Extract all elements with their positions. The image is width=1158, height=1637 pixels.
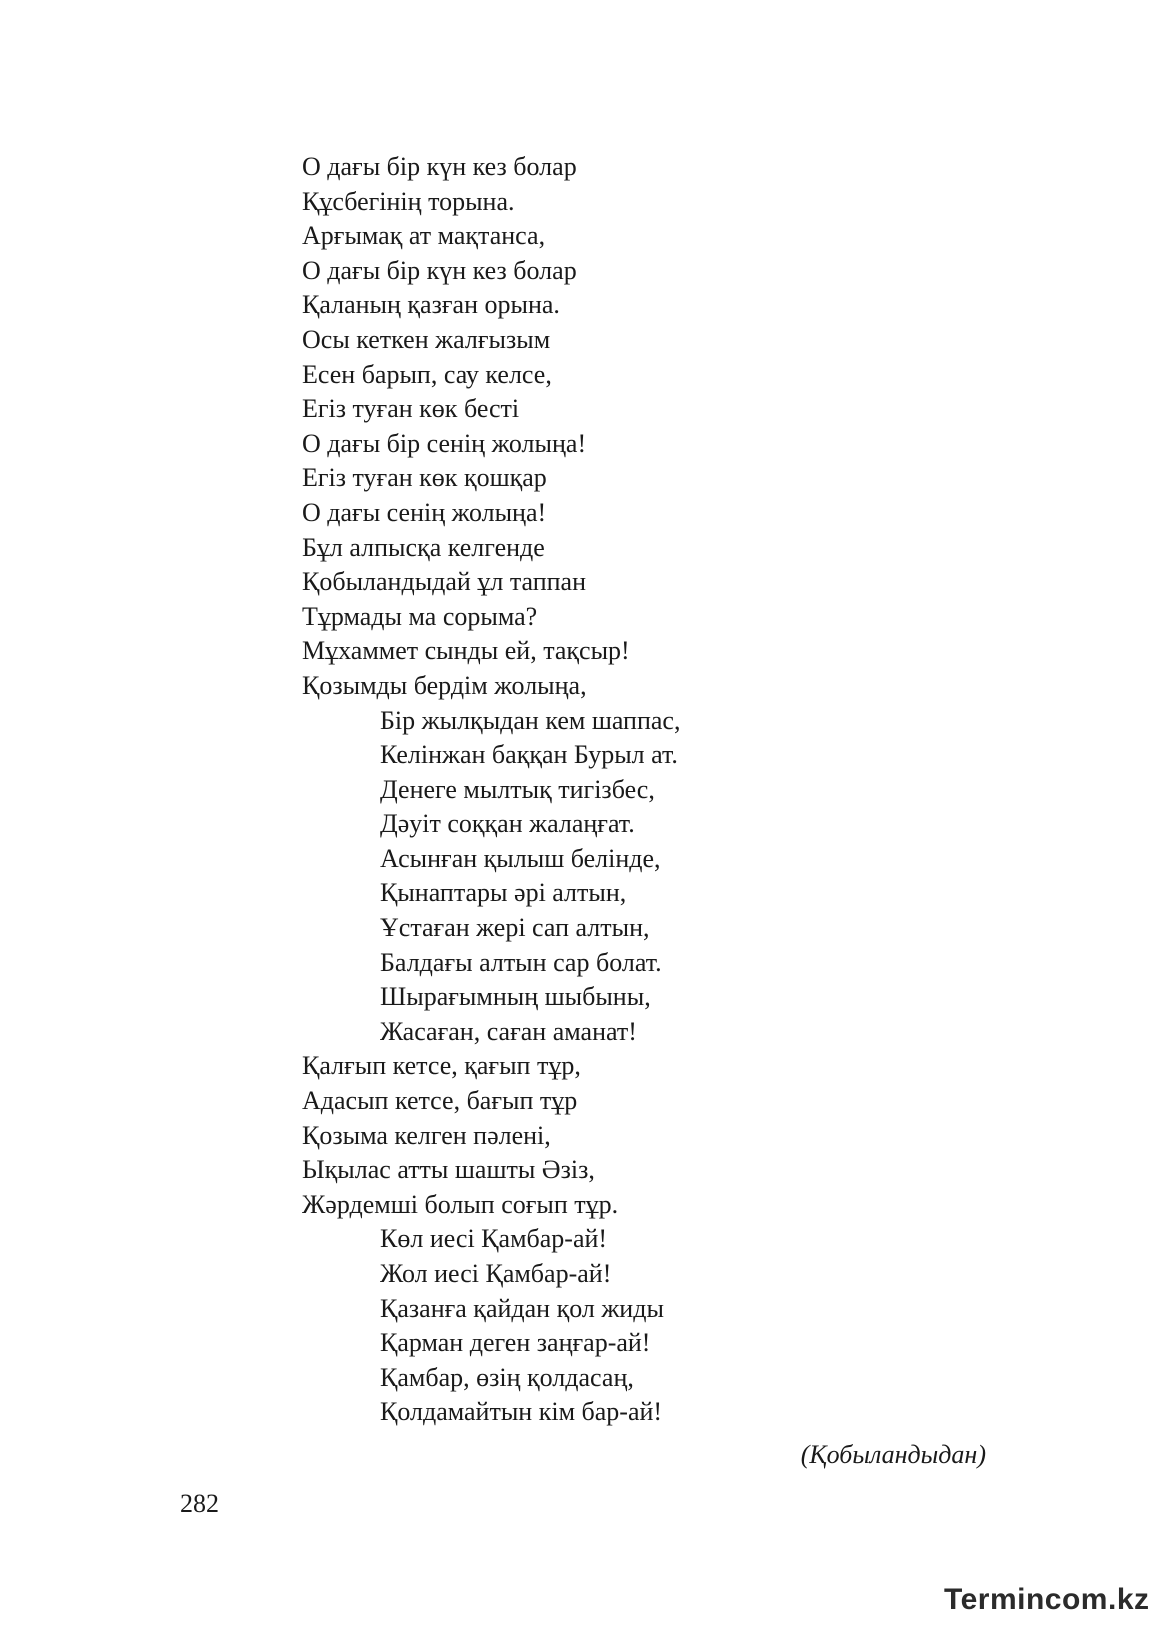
poem-line: Мұхаммет сынды ей, тақсыр! — [302, 636, 630, 666]
poem-line: Балдағы алтын сар болат. — [380, 947, 662, 977]
poem-line: Шырағымның шыбыны, — [380, 982, 651, 1012]
poem-line: Тұрмады ма сорыма? — [302, 601, 538, 631]
poem-line: Келінжан баққан Бурыл ат. — [380, 740, 678, 770]
poem-line: Қамбар, өзің қолдасаң, — [380, 1362, 634, 1392]
poem-line: Ықылас атты шашты Әзіз, — [302, 1155, 595, 1185]
poem-source: (Қобыландыдан) — [800, 1440, 986, 1469]
poem-line: Дәуіт соққан жалаңғат. — [380, 809, 635, 839]
poem-line: Қозымды бердім жолыңа, — [302, 670, 587, 700]
poem-line: Көл иесі Қамбар-ай! — [380, 1224, 608, 1254]
poem-line: Қозыма келген пәлені, — [302, 1120, 551, 1150]
page-number: 282 — [180, 1489, 219, 1518]
poem-line: Қынаптары әрі алтын, — [380, 878, 627, 908]
poem-line: Қобыландыдай ұл таппан — [302, 567, 586, 597]
poem-line: О дағы бір сенің жолыңа! — [302, 428, 587, 458]
poem-line: Жасаған, саған аманат! — [380, 1016, 637, 1046]
poem-line: Қазанға қайдан қол жиды — [380, 1293, 664, 1323]
poem-line: Егіз туған көк қошқар — [302, 463, 547, 493]
poem-line: Арғымақ ат мақтанса, — [302, 221, 546, 251]
poem-line: Құсбегінің торына. — [302, 186, 515, 216]
watermark-text: Termincom.kz — [944, 1583, 1150, 1616]
poem-line: О дағы бір күн кез болар — [302, 255, 577, 285]
poem-line: Жәрдемші болып соғып тұр. — [302, 1189, 619, 1219]
poem-line: Осы кеткен жалғызым — [302, 324, 551, 354]
poem-line: Денеге мылтық тигізбес, — [380, 774, 655, 804]
poem-line: Ұстаған жері сап алтын, — [380, 913, 650, 943]
poem-line: Есен барып, сау келсе, — [302, 359, 552, 389]
poem-line: Қалғып кетсе, қағып тұр, — [302, 1051, 581, 1081]
poem — [302, 150, 1002, 1430]
poem-line: Егіз туған көк бесті — [302, 394, 520, 424]
poem-line: О дағы сенің жолыңа! — [302, 497, 547, 527]
watermark-logo — [944, 1580, 1150, 1620]
poem-line: Жол иесі Қамбар-ай! — [380, 1259, 612, 1288]
poem-line: Қаланың қазған орына. — [302, 290, 560, 320]
poem-line: Адасып кетсе, бағып тұр — [302, 1086, 578, 1116]
poem-line: Бұл алпысқа келгенде — [302, 532, 545, 562]
poem-line: Бір жылқыдан кем шаппас, — [380, 705, 681, 735]
poem-line: О дағы бір күн кез болар — [302, 152, 577, 181]
poem-line: Қарман деген заңғар-ай! — [380, 1328, 651, 1358]
poem-line: Асынған қылыш белінде, — [380, 843, 661, 873]
poem-line: Қолдамайтын кім бар-ай! — [380, 1397, 663, 1427]
